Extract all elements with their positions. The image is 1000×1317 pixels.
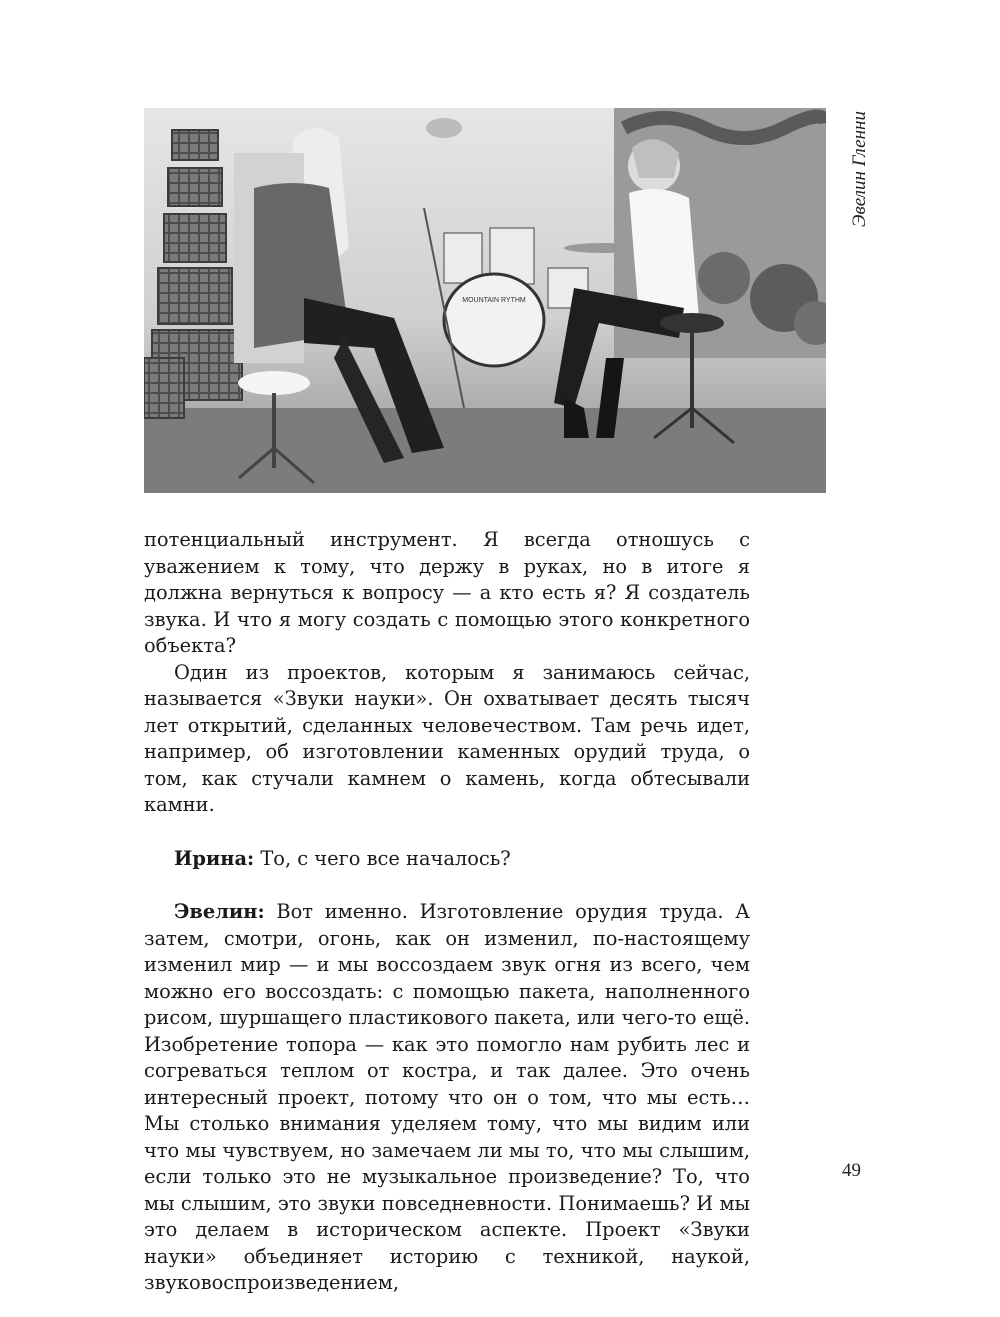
page-number: 49 [842,1160,861,1181]
speaker-name: Ирина: [174,846,255,870]
dialogue-line: Эвелин: Вот именно. Изготовление орудия труда. А затем, смотри, огонь, как он изменил, по-настоящему изменил мир — и мы воссоздаем звук огня из всего, чем можно его воссоздать: с помощью пакета, наполненного рисом, шуршащего пластикового пакета, или чего-то ещё. Изобретение топора — как это помогло нам рубить лес и согреваться теплом от костра, и так далее. Это очень интересный проект, потому что он о том, что мы есть… Мы столько внимания уделяем тому, что мы видим или что мы чувствуем, но замечаем ли мы то, что мы слышим, если только это не музыкальное произведение? То, что мы слышим, это звуки повседневности. Понимаешь? И мы это делаем в историческом аспекте. Проект «Звуки науки» объединяет историю с техникой, наукой, звуковоспроизведением, [144,900,750,1294]
speaker-name: Эвелин: [174,900,265,923]
drum-logo: MOUNTAIN RYTHM [462,297,526,304]
dialogue-line: Ирина: То, с чего все началось? [174,846,511,870]
running-head-text: Эвелин Гленни [849,111,870,227]
running-head [838,104,882,234]
body-text [144,527,750,1297]
paragraph: Один из проектов, которым я занимаюсь сейчас, называется «Звуки науки». Он охватывает десять тысяч лет открытий, сделанных человечеством. Там речь идет, например, об изготовлении каменных орудий труда, о том, как стучали камнем о камень, когда обтесывали камни. [144,660,750,816]
paragraph: потенциальный инструмент. Я всегда отношусь с уважением к тому, что держу в руках, но в итоге я должна вернуться к вопросу — а кто есть я? Я создатель звука. И что я могу создать с помощью этого конкретного объекта? [144,528,750,657]
interview-photo [144,108,826,493]
